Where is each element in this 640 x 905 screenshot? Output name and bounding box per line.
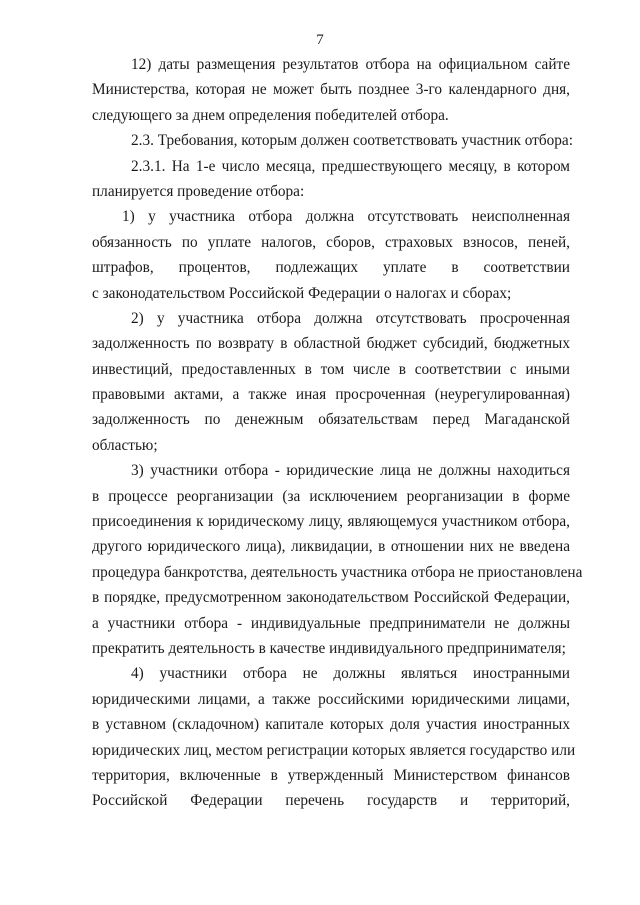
text-line: задолженность по денежным обязательствам перед Магаданской	[92, 411, 570, 429]
paragraph-item-3	[92, 458, 583, 661]
text-line: инвестиций, предоставленных в том числе в соответствии с иными	[92, 360, 570, 378]
page-number: 7	[316, 32, 324, 48]
paragraph-item-12	[92, 52, 570, 128]
text-line: другого юридического лица), ликвидации, в отношении них не введена	[92, 538, 570, 556]
text-line: прекратить деятельность в качестве индивидуального предпринимателя;	[92, 639, 566, 657]
paragraph-item-2	[92, 306, 570, 458]
text-line: Российской Федерации перечень государств и территорий,	[92, 792, 570, 810]
text-line: 2) у участника отбора должна отсутствовать просроченная	[131, 309, 570, 327]
text-line: с законодательством Российской Федерации о налогах и сборах;	[92, 284, 512, 302]
text-line: штрафов, процентов, подлежащих уплате в соответствии	[92, 259, 570, 277]
paragraph-item-4	[92, 661, 576, 813]
paragraph-section-2-3	[92, 128, 573, 153]
text-line: территория, включенные в утвержденный Министерством финансов	[92, 766, 570, 784]
paragraph-section-2-3-1	[92, 154, 570, 205]
text-line: 3) участники отбора - юридические лица не должны находиться	[131, 462, 570, 480]
section-heading: 2.3. Требования, которым должен соответствовать участник отбора:	[131, 132, 573, 150]
text-line: 12) даты размещения результатов отбора на официальном сайте	[131, 56, 570, 73]
text-line: следующего за днем определения победителей отбора.	[92, 106, 449, 124]
text-line: областью;	[92, 436, 158, 454]
text-line: задолженность по возврату в областной бюджет субсидий, бюджетных	[92, 335, 570, 353]
text-line: обязанность по уплате налогов, сборов, страховых взносов, пеней,	[92, 233, 570, 251]
text-line: планируется проведение отбора:	[92, 182, 305, 200]
text-line: юридическими лицами, а также российскими юридическими лицами,	[92, 690, 570, 708]
text-line: 2.3.1. На 1-е число месяца, предшествующего месяцу, в котором	[131, 157, 570, 175]
text-line: в уставном (складочном) капитале которых доля участия иностранных	[92, 716, 570, 734]
text-line: правовыми актами, а также иная просроченная (неурегулированная)	[92, 386, 570, 404]
text-line: процедура банкротства, деятельность участника отбора не приостановлена	[92, 563, 583, 581]
text-line: присоединения к юридическому лицу, являющемуся участником отбора,	[92, 513, 570, 531]
text-line: 1) у участника отбора должна отсутствовать неисполненная	[122, 208, 570, 226]
text-line: 4) участники отбора не должны являться иностранными	[131, 665, 570, 683]
text-line: юридических лиц, местом регистрации которых является государство или	[92, 741, 576, 759]
text-line: Министерства, которая не может быть позднее 3-го календарного дня,	[92, 81, 570, 99]
text-line: в порядке, предусмотренном законодательством Российской Федерации,	[92, 589, 570, 607]
text-line: а участники отбора - индивидуальные предприниматели не должны	[92, 614, 570, 632]
paragraph-item-1	[92, 204, 570, 306]
text-line: в процессе реорганизации (за исключением реорганизации в форме	[92, 487, 570, 505]
document-body	[92, 52, 583, 814]
